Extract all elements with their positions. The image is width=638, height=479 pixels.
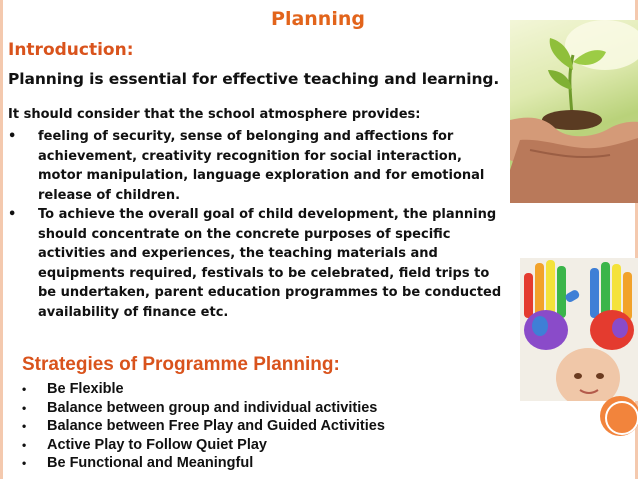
painted-hands-illustration <box>520 258 638 401</box>
slide-title: Planning <box>271 8 365 30</box>
strategy-text: Be Flexible <box>47 381 124 397</box>
bullet-marker: • <box>22 419 27 433</box>
strategy-list <box>22 380 385 473</box>
strategy-text: Balance between group and individual activities <box>47 399 378 416</box>
list-item <box>22 454 385 473</box>
left-border <box>0 0 3 479</box>
list-item <box>8 205 503 322</box>
intro-statement: Planning is essential for effective teaching and learning. <box>8 70 500 88</box>
strategy-text: Active Play to Follow Quiet Play <box>47 436 267 453</box>
bullet-marker: • <box>22 400 27 415</box>
consider-line: It should consider that the school atmosphere provides: <box>8 107 421 122</box>
list-item <box>22 436 385 455</box>
bullet-marker: • <box>8 207 17 222</box>
atmosphere-bullets <box>8 127 503 322</box>
decorative-circle-ring <box>605 401 638 435</box>
bullet-text: feeling of security, sense of belonging and affections for achievement, creativity recognition for social interaction, motor manipulation, language exploration and for emotional release of children. <box>38 129 485 203</box>
plant-hands-image <box>510 20 638 203</box>
bullet-text: To achieve the overall goal of child development, the planning should concentrate on the concrete purposes of specific activities and experiences, the teaching materials and equipments required, festivals to be celebrated, field trips to be undertaken, parent education programmes to be conducted availability of finance etc. <box>38 207 502 320</box>
list-item <box>22 399 385 418</box>
bullet-marker: • <box>22 382 27 396</box>
strategy-text: Balance between Free Play and Guided Activities <box>47 418 385 434</box>
list-item <box>8 127 503 205</box>
painted-hands-image <box>520 258 638 401</box>
strategy-heading: Strategies of Programme Planning: <box>22 354 340 375</box>
intro-heading: Introduction: <box>8 40 134 60</box>
bullet-marker: • <box>22 437 27 452</box>
plant-hands-illustration <box>510 20 638 203</box>
bullet-marker: • <box>22 456 27 470</box>
strategy-text: Be Functional and Meaningful <box>47 455 254 471</box>
list-item <box>22 380 385 399</box>
list-item <box>22 417 385 436</box>
bullet-marker: • <box>8 129 17 144</box>
